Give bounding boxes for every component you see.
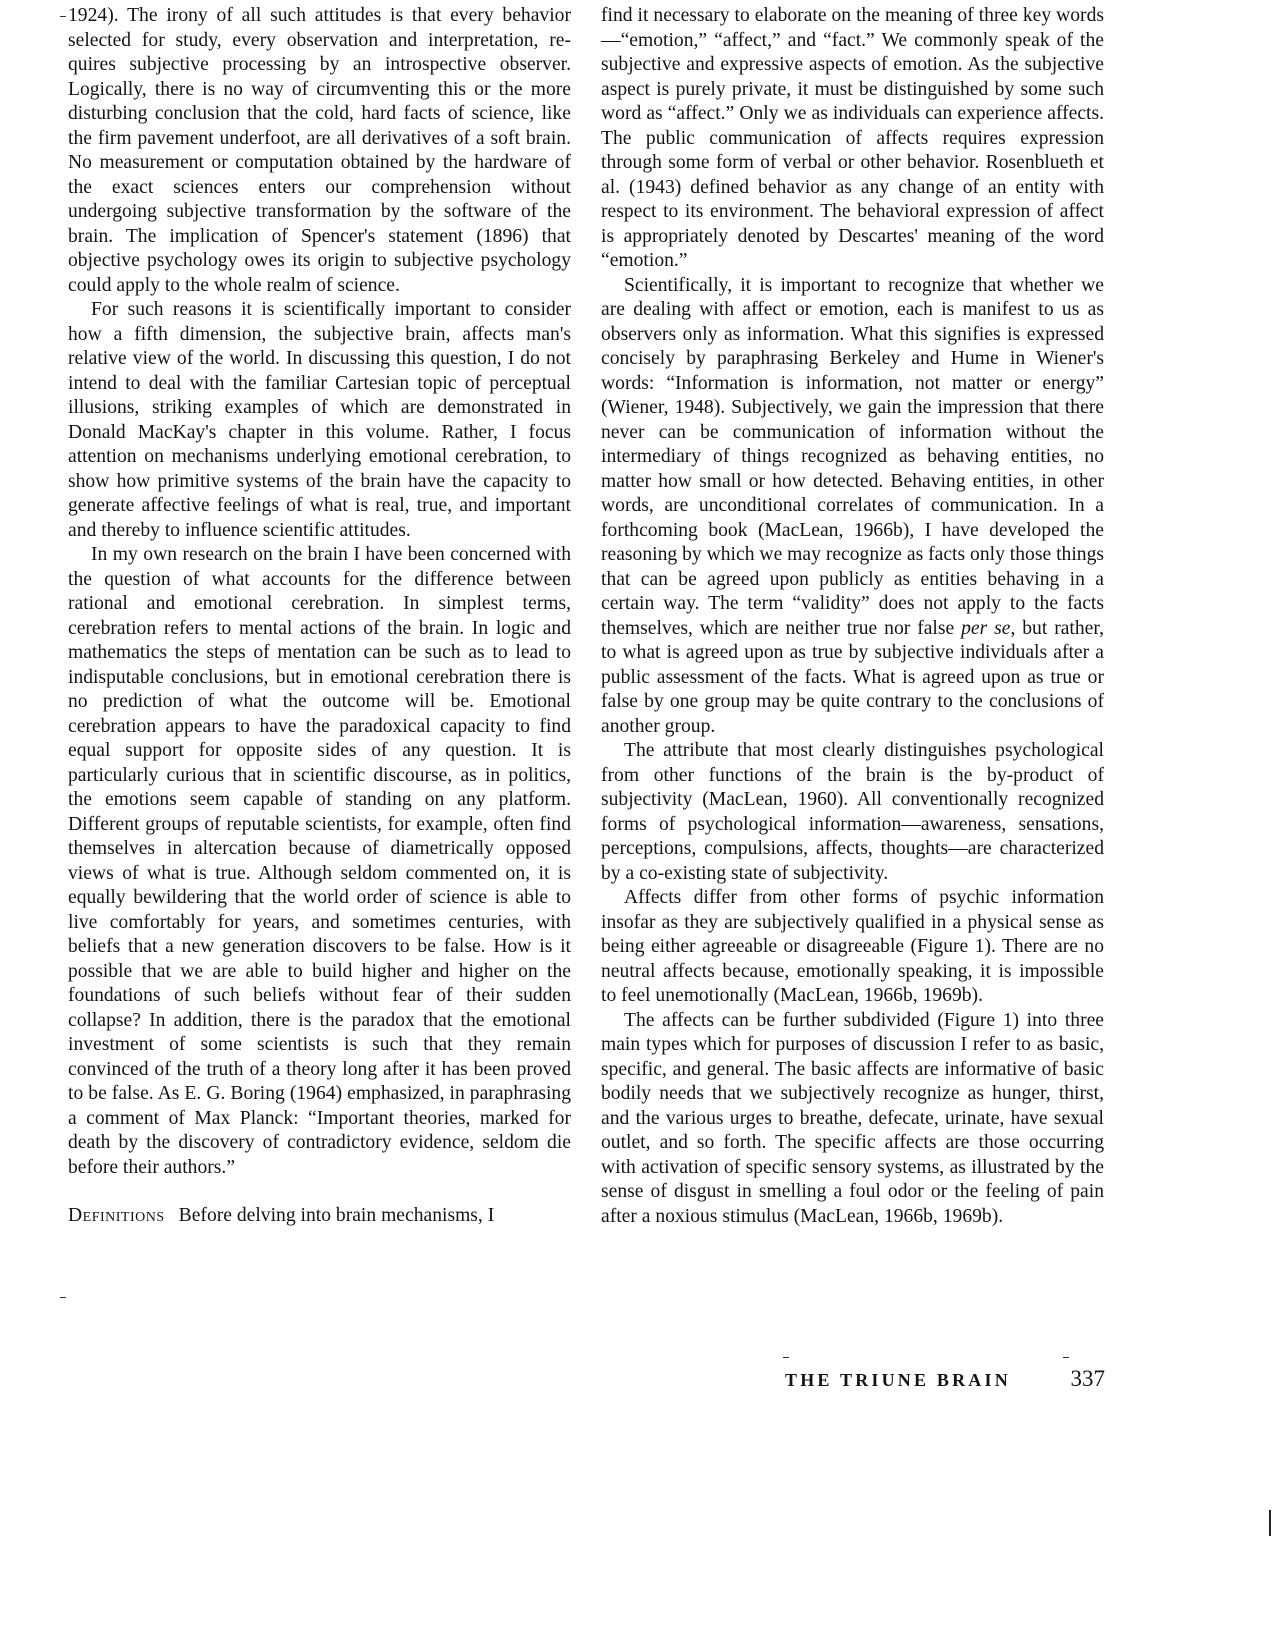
page-footer [785,1366,1105,1396]
section-paragraph [68,1204,571,1229]
paragraph: find it necessary to elaborate on the meaning of three key words—“emotion,” “affect,” and “fact.” We commonly speak of the subjective and expressive aspects of emotion. As the subjective aspect is purely private, it must be distinguished by some such word as “affect.” Only we as individuals can experience affects. The public communication of affects requires expression through some form of verbal or other behavior. Rosenblueth et al. (1943) defined behavior as any change of an entity with respect to its environment. The behavioral expression of affect is appropriately denoted by Descartes' meaning of the word “emotion.” [601,5,1104,271]
page-number: 337 [1070,1366,1105,1391]
paragraph-text: , but rather, to what is agreed upon as true by subjective individuals after a public assessment of the facts. What is agreed upon as true or false by one group may be quite contrary to the conclusions of another group. [601,617,1105,737]
paragraph: For such reasons it is scientifically important to consider how a fifth dimension, the subjective brain, affects man's relative view of the world. In discussing this question, I do not intend to deal with the familiar Cartesian topic of perceptual illusions, striking examples of which are demonstrated in Donald MacKay's chapter in this volume. Rather, I focus attention on mechanisms underlying emotional cerebration, to show how primitive systems of the brain have the capacity to generate affective feelings of what is real, true, and important and thereby to influence scientific attitudes. [68,299,571,541]
paragraph: The attribute that most clearly distinguishes psychological from other functions of the brain is the by-product of subjectivity (MacLean, 1960). All conventionally recognized forms of psychological information—awareness, sensations, perceptions, compulsions, affects, thoughts—are characterized by a co-existing state of subjectivity. [601,740,1104,884]
scan-mark [783,1357,789,1358]
left-column [68,4,571,1229]
running-head: THE TRIUNE BRAIN [785,1370,1011,1390]
scan-mark [60,16,66,17]
right-column [601,4,1104,1229]
paragraph-text: Before delving into brain mechanisms, I [178,1205,495,1226]
paragraph: 1924). The irony of all such attitudes is that every behavior selected for study, every observation and interpretation, requires subjective processing by an introspective observer. Logically, there is no way of circumventing this or the more disturbing conclusion that the cold, hard facts of science, like the firm pavement underfoot, are all derivatives of a soft brain. No measurement or computation obtained by the hardware of the exact sciences enters our comprehension without undergoing subjective transformation by the software of the brain. The implication of Spencer's statement (1896) that objective psychology owes its origin to subjective psychology could apply to the whole realm of science. [68,5,571,296]
paragraph [601,274,1104,740]
scan-edge-mark [1269,1510,1271,1536]
paragraph: Affects differ from other forms of psychic information insofar as they are subjectively qualified in a physical sense as being either agreeable or disagreeable (Figure 1). There are no neutral affects because, emotionally speaking, it is impossible to feel unemotionally (MacLean, 1966b, 1969b). [601,887,1104,1006]
section-heading: Definitions [68,1205,165,1226]
scan-mark [1063,1357,1069,1358]
scan-mark [60,1297,66,1298]
italic-phrase: per se [961,617,1011,639]
paragraph: The affects can be further subdivided (Figure 1) into three main types which for purposes of discussion I refer to as basic, specific, and general. The basic affects are informative of basic bodily needs that we subjectively recognize as hunger, thirst, and the various urges to breathe, defecate, urinate, have sexual outlet, and so forth. The specific affects are those occurring with activation of specific sensory systems, as illustrated by the sense of disgust in smelling a foul odor or the feeling of pain after a noxious stimulus (MacLean, 1966b, 1969b). [601,1009,1104,1227]
paragraph-text: Scientifically, it is important to recognize that whether we are dealing with affect or emotion, each is manifest to us as observers only as information. What this signifies is expressed concisely by paraphrasing Berkeley and Hume in Wiener's words: “Information is information, not matter or energy” (Wiener, 1948). Subjectively, we gain the impression that there never can be communication of information without the intermediary of things recognized as behaving entities, no matter how small or how detected. Behaving entities, in other words, are unconditional correlates of communication. In a forthcoming book (MacLean, 1966b), I have developed the reasoning by which we may recognize as facts only those things that can be agreed upon publicly as entities behaving in a certain way. The term “validity” does not apply to the facts themselves, which are neither true nor false [601,274,1104,639]
paragraph: In my own research on the brain I have been concerned with the question of what accounts for the difference between rational and emotional cerebration. In simplest terms, cerebration refers to mental actions of the brain. In logic and mathematics the steps of mentation can be such as to lead to indisputable conclusions, but in emotional cerebration there is no prediction of what the outcome will be. Emotional cerebration appears to have the paradoxical capacity to find equal support for opposite sides of any question. It is particularly curious that in scientific discourse, as in politics, the emotions seem capable of standing on any platform. Different groups of reputable scientists, for example, often find themselves in altercation because of diametrically opposed views of what is true. Although seldom commented on, it is equally bewildering that the world order of science is able to live comfortably for years, and sometimes centuries, with beliefs that a new generation discovers to be false. How is it possible that we are able to build higher and higher on the foundations of such beliefs without fear of their sudden collapse? In addition, there is the paradox that the emotional investment of some scientists is such that they remain convinced of the truth of a theory long after it has been proved to be false. As E. G. Boring (1964) emphasized, in paraphrasing a comment of Max Planck: “Important theories, marked for death by the discovery of contradictory evidence, seldom die before their authors.” [68,544,571,1178]
